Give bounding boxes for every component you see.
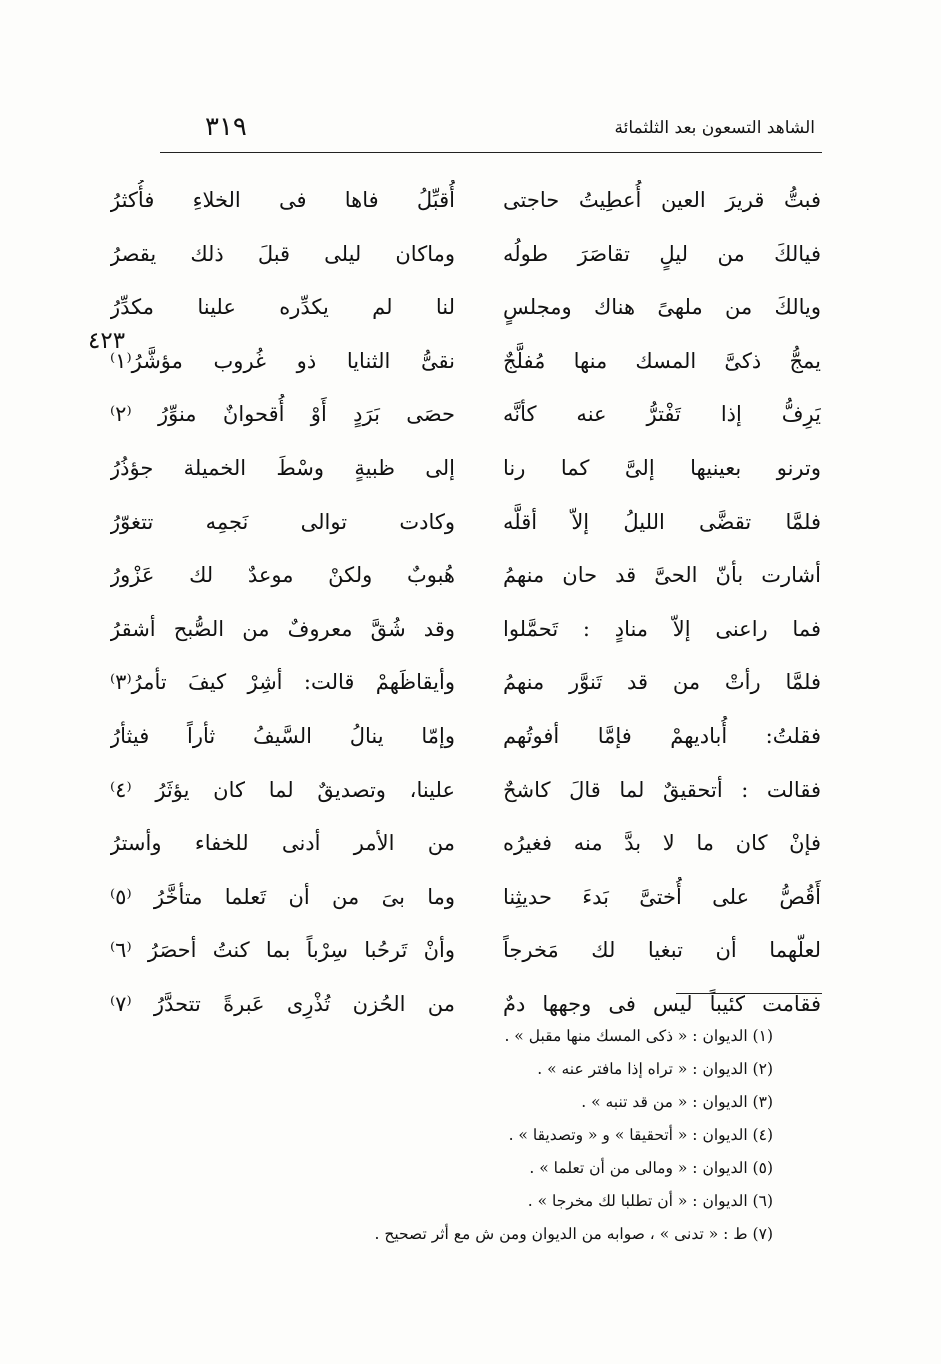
page-number: ٣١٩: [205, 112, 247, 142]
first-hemistich: فإنْ كان ما لا بدَّ منه فغيرُه: [503, 831, 821, 856]
second-hemistich: وأيقاظَهمْ قالت: أشِرْ كيفَ تأمرُ⁽٣⁾: [110, 670, 455, 695]
poem: [0, 174, 941, 1032]
first-hemistich: أَقُصُّ على أُختىَّ بَدءَ حديثِنا: [503, 884, 821, 909]
footnote: (٣) الديوان : « من قد تنبه » .: [581, 1093, 773, 1111]
first-hemistich: فقامت كئيباً ليس فى وجهها دمٌ: [503, 991, 821, 1016]
first-hemistich: فقلتُ: أُباديهمْ فإمَّا أفوتُهم: [503, 723, 821, 748]
verse-row: [0, 388, 941, 442]
verse-row: [0, 281, 941, 335]
first-hemistich: فما راعنى إلاّ منادٍ : تَحمَّلوا: [503, 616, 821, 641]
second-hemistich: وما بىَ من أن تَعلما متأخَّرُ ⁽٥⁾: [110, 884, 455, 909]
verse-row: [0, 603, 941, 657]
running-head: [0, 112, 941, 146]
first-hemistich: يَرِفُّ إذا تَفْترُّ عنه كأنَّه: [503, 402, 821, 427]
footnote: (١) الديوان : « ذكى المسك منها مقبل » .: [504, 1027, 773, 1045]
first-hemistich: أشارت بأنّ الحىَّ قد حان منهمُ: [503, 563, 821, 588]
footnote: (٢) الديوان : « تراه إذا مافتر عنه » .: [537, 1060, 773, 1078]
second-hemistich: وأنْ تَرحُبا سِرْباً بما كنتُ أحصَرُ ⁽٦⁾: [110, 938, 455, 963]
second-hemistich: نقىُّ الثنايا ذو غُروب مؤشَّرُ⁽١⁾: [110, 348, 455, 373]
footnotes: [173, 1020, 773, 1251]
verse-row: [0, 656, 941, 710]
verse-row: [0, 228, 941, 282]
running-title: الشاهد التسعون بعد الثلثمائة: [614, 118, 815, 138]
second-hemistich: إلى ظبيةٍ وسْطَ الخميلة جؤذُرُ: [110, 455, 455, 480]
second-hemistich: وماكان ليلى قبلَ ذلك يقصرُ: [110, 241, 455, 266]
second-hemistich: هُبوبٌ ولكنْ موعدٌ لك عَزْورُ: [110, 563, 455, 588]
second-hemistich: وإمّا ينالُ السَّيفُ ثأراً فيثأرُ: [110, 723, 455, 748]
second-hemistich: لنا لم يكدِّره علينا مكدِّرُ: [110, 295, 455, 320]
verse-row: [0, 817, 941, 871]
verse-row: [0, 924, 941, 978]
footnote: (٦) الديوان : « أن تطلبا لك مخرجا » .: [527, 1192, 773, 1210]
first-hemistich: فبتُّ قريرَ العين أُعطِيتُ حاجتى: [503, 188, 821, 212]
footnote-rule: [676, 993, 822, 994]
header-rule: [160, 152, 822, 153]
first-hemistich: فقالت : أتحقيقٌ لما قالَ كاشحٌ: [503, 777, 821, 802]
second-hemistich: وقد شُقَّ معروفٌ من الصُّبح أشقرُ: [110, 616, 455, 641]
first-hemistich: فلمَّا تقضَّى الليلُ إلاّ أقلَّه: [503, 509, 821, 534]
second-hemistich: وكادت توالى نَجمِه تتغوّرُ: [110, 509, 455, 534]
verse-row: [0, 549, 941, 603]
verse-row: [0, 710, 941, 764]
first-hemistich: لعلّهما أن تبغيا لك مَخرجاً: [503, 938, 821, 963]
first-hemistich: فلمَّا رأتْ من قد تَنوَّر منهمُ: [503, 670, 821, 695]
verse-row: [0, 871, 941, 925]
verse-row: [0, 335, 941, 389]
second-hemistich: علينا، وتصديقٌ لما كان يؤثَرُ ⁽٤⁾: [110, 777, 455, 802]
first-hemistich: ويالكَ من ملهىً هناك ومجلسٍ: [503, 295, 821, 320]
second-hemistich: من الأمر أدنى للخفاء وأسترُ: [110, 831, 455, 856]
second-hemistich: أُقبِّلُ فاها فى الخلاءِ فأُكثرُ: [110, 188, 455, 212]
margin-verse-number: ٤٢٣: [88, 328, 126, 354]
second-hemistich: حصَى بَرَدٍ أَوْ أُقحوانٌ منوِّرُ ⁽٢⁾: [110, 402, 455, 427]
verse-row: [0, 496, 941, 550]
first-hemistich: فيالكَ من ليلٍ تقاصَرَ طولُه: [503, 241, 821, 266]
first-hemistich: يمجُّ ذكىَّ المسك منها مُفلَّجٌ: [503, 348, 821, 373]
first-hemistich: وترنو بعينيها إلىَّ كما رنا: [503, 455, 821, 480]
footnote: (٥) الديوان : « ومالى من أن تعلما » .: [529, 1159, 773, 1177]
verse-row: [0, 442, 941, 496]
second-hemistich: من الحُزن تُذْرِى عَبرةً تتحدَّرُ ⁽٧⁾: [110, 991, 455, 1016]
verse-row: [0, 764, 941, 818]
footnote: (٤) الديوان : « أتحقيقا » و « وتصديقا » .: [508, 1126, 773, 1144]
footnote: (٧) ط : « تدنى » ، صوابه من الديوان ومن ش مع أثر تصحيح .: [374, 1225, 773, 1243]
verse-row: [0, 174, 941, 228]
